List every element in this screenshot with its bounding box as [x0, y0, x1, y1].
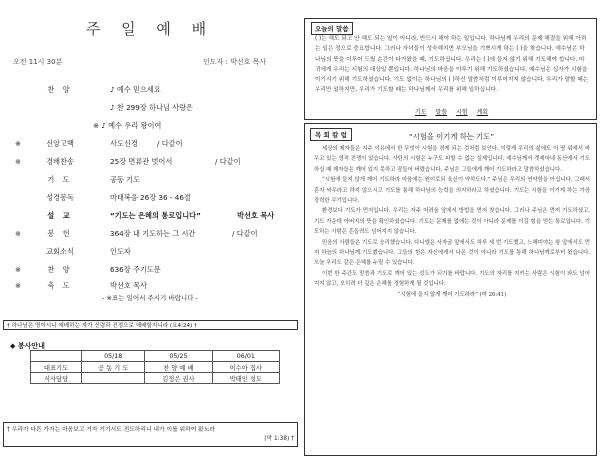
table-header: 05/18 — [82, 351, 145, 362]
order-desc: 마태복음 26장 36 - 46절 — [110, 193, 191, 202]
column-paragraph: 믿음의 사람들은 기도로 승리했습니다. 다니엘은 사자굴 앞에서도 하루 세 번 기도했고, 느헤미야는 왕 앞에서도 먼저 하늘의 하나님께 기도했습니다. 그들의 힘은 자신에게서 나온 것이 아니라 기도를 통해 하나님께로부터 왔습니다. 오늘 우리도 같은 은혜를 누릴 수 있습니다. — [314, 239, 590, 267]
order-desc: 박선호 목사 — [110, 281, 148, 290]
table-cell: 식사담당 — [31, 373, 82, 384]
order-bullet: ※ — [15, 139, 22, 148]
order-desc: “기도는 은혜의 통로입니다” — [110, 211, 201, 220]
standing-note: - ※표는 일어서 주시기 바랍니다 - — [102, 294, 198, 302]
order-name: 신앙고백 — [46, 139, 74, 148]
order-name: 찬 양 — [47, 265, 73, 274]
order-bullet: ※ — [15, 265, 22, 274]
answer-word: 말씀 — [435, 109, 448, 116]
pastor-column — [304, 123, 597, 456]
table-cell: 이수아 집사 — [212, 362, 279, 373]
table-header: 05/25 — [145, 351, 212, 362]
order-desc: ※ ♪ 예수 우리 왕이여 — [93, 121, 162, 130]
answer-word: 계획 — [476, 109, 489, 116]
order-desc: 364장 내 기도하는 그 시간 — [110, 229, 196, 238]
table-cell: 대표기도 — [31, 362, 82, 373]
verse-box-2 — [3, 422, 298, 447]
service-leader: 인도자 : 박선호 목사 — [203, 58, 267, 66]
order-who: / 다같이 — [232, 229, 258, 238]
answer-word: 기도 — [414, 109, 427, 116]
order-who: / 다같이 — [157, 139, 183, 148]
order-desc: ♪ 찬 299장 하나님 사랑은 — [110, 103, 193, 112]
order-desc: 인도자 — [110, 247, 131, 256]
order-bullet: ※ — [15, 157, 22, 166]
order-name: 설 교 — [47, 211, 73, 220]
column-paragraph: 환경보다 기도가 먼저입니다. 우리는 자주 어려움 앞에서 방법을 먼저 찾습니다. 그러나 주님은 먼저 기도하셨고, 기도 가운데 아버지의 뜻을 확인하셨습니다. 기도는 문제를 없애는 것이 아니라 문제를 이길 힘을 얻는 통로입니다. 기도하는 사람은 흔들려도 넘어지지 않습니다. — [314, 208, 590, 236]
service-time: 오전 11시 30분 — [13, 58, 63, 66]
table-row — [31, 362, 280, 373]
order-who: / 다같이 — [215, 157, 241, 166]
order-name: 성경봉독 — [46, 193, 74, 202]
column-closing: “시험에 들지 않게 깨어 기도하라” (마 26:41) — [397, 291, 507, 298]
column-title: “시험을 이기게 하는 기도” — [408, 132, 494, 141]
table-cell: 박태인 성도 — [212, 373, 279, 384]
table-cell — [31, 351, 82, 362]
order-bullet: ※ — [15, 281, 22, 290]
service-table — [30, 350, 280, 384]
table-row — [31, 373, 280, 384]
promise-answers — [305, 107, 598, 116]
column-paragraph: 이번 한 주간도 말씀과 기도로 깨어 있는 성도가 되기를 바랍니다. 기도의 자리를 지키는 사람은 시험이 와도 넘어지지 않고, 오히려 더 깊은 은혜를 경험하게 될 것입니다. — [314, 270, 590, 288]
order-name: 축 도 — [47, 281, 73, 290]
order-name: 기 도 — [47, 175, 73, 184]
table-row — [31, 351, 280, 362]
order-bullet: ※ — [15, 229, 22, 238]
order-desc: 공동 기도 — [110, 175, 141, 184]
verse-box-2-ref: (막 1:38) † — [264, 436, 294, 442]
order-desc: 사도신경 — [110, 139, 138, 148]
answer-word: 시험 — [455, 109, 468, 116]
table-header: 06/01 — [212, 351, 279, 362]
promise-text: ( )는 해도 되고 안 해도 되는 일이 아니라, 반드시 해야 하는 일입니다. 하나님께 우리의 문제 해결을 위해 아뢰는 일은 정으로 중요합니다. 그러나 자녀들이 성숙해지면 부모님을 기쁘시게 하는 ( )을 찾습니다. 예수님은 하나님의 뜻을 이루어 드릴 순간이 다가왔을 때, 기도하십니다. 우리는 ( )에 들지 않기 위해 기도해야 합니다. 마귀에게 우리는 시험의 대상일 뿐입니다. 하나님의 마음을 이루기 위해 기도하셨습니다. 예수님은 십자가 시험을 이기시기 위해 기도하셨습니다. 기도 없이는 하나님의 ( )하신 말씀처럼 이루어지지 않습니다. 우리가 말할 때는 우리만 일하지만, 우리가 기도할 때는 하나님께서 우리를 위해 일하십니다. — [315, 36, 589, 94]
promise-tag: 오늘의 말씀 — [311, 22, 353, 35]
column-body — [314, 144, 590, 300]
column-paragraph: “시험에 들지 않게 깨어 기도하라 마음에는 원이로되 육신이 약하도다.” 주님은 우리의 연약함을 아십니다. 그래서 혼자 싸우라고 하지 않으시고 기도를 통해 하나님의 능력을 의지하라고 하셨습니다. 기도는 시험을 이기게 하는 가장 강력한 무기입니다. — [314, 177, 590, 205]
order-desc: ♪ 예수 믿으세요 — [110, 85, 161, 94]
order-name: 봉 헌 — [47, 229, 73, 238]
bulletin-title: 주 일 예 배 — [85, 20, 215, 38]
order-desc: 636장 주기도문 — [110, 265, 161, 274]
table-cell: 찬 양 예 배 — [145, 362, 212, 373]
table-cell: 공 동 기 도 — [82, 362, 145, 373]
verse-box: † 하나님은 영이시니 예배하는 자가 신령과 진정으로 예배할지니라 (요4:24) † — [3, 320, 298, 330]
column-tag: 목 회 칼 럼 — [310, 128, 352, 141]
order-name: 경배찬송 — [46, 157, 74, 166]
table-cell: 김정은 권사 — [145, 373, 212, 384]
column-paragraph: 세상의 제자들은 지주 이유에서 한 무엇이 시험을 겪게 되는 것처럼 보인다. 이렇게 우리의 삶에도 이 땅 위에서 싸우고 있는 영적 전쟁이 있습니다. 사탄의 시험은 누구도 피할 수 없는 실제입니다. 예수님께서 겟세마네 동산에서 기도하실 때 제자들은 깨어 있지 못하고 잠들어 버렸습니다. 주님은 그들에게 깨어 기도하라고 말씀하셨습니다. — [314, 146, 590, 173]
order-desc: 25장 면류관 벗어서 — [110, 157, 173, 166]
order-name: 교회소식 — [46, 247, 74, 256]
service-heading: ◆ 봉사안내 — [10, 342, 45, 350]
order-name: 찬 양 — [47, 85, 73, 94]
verse-box-2-text: † 우리가 다른 가자는 마음보고 거자 거기서도 전도하리니 내가 이를 위하여 왔노라 — [7, 427, 215, 433]
order-who: 박선호 목사 — [237, 211, 275, 220]
promise-box — [304, 18, 597, 120]
table-cell — [82, 373, 145, 384]
